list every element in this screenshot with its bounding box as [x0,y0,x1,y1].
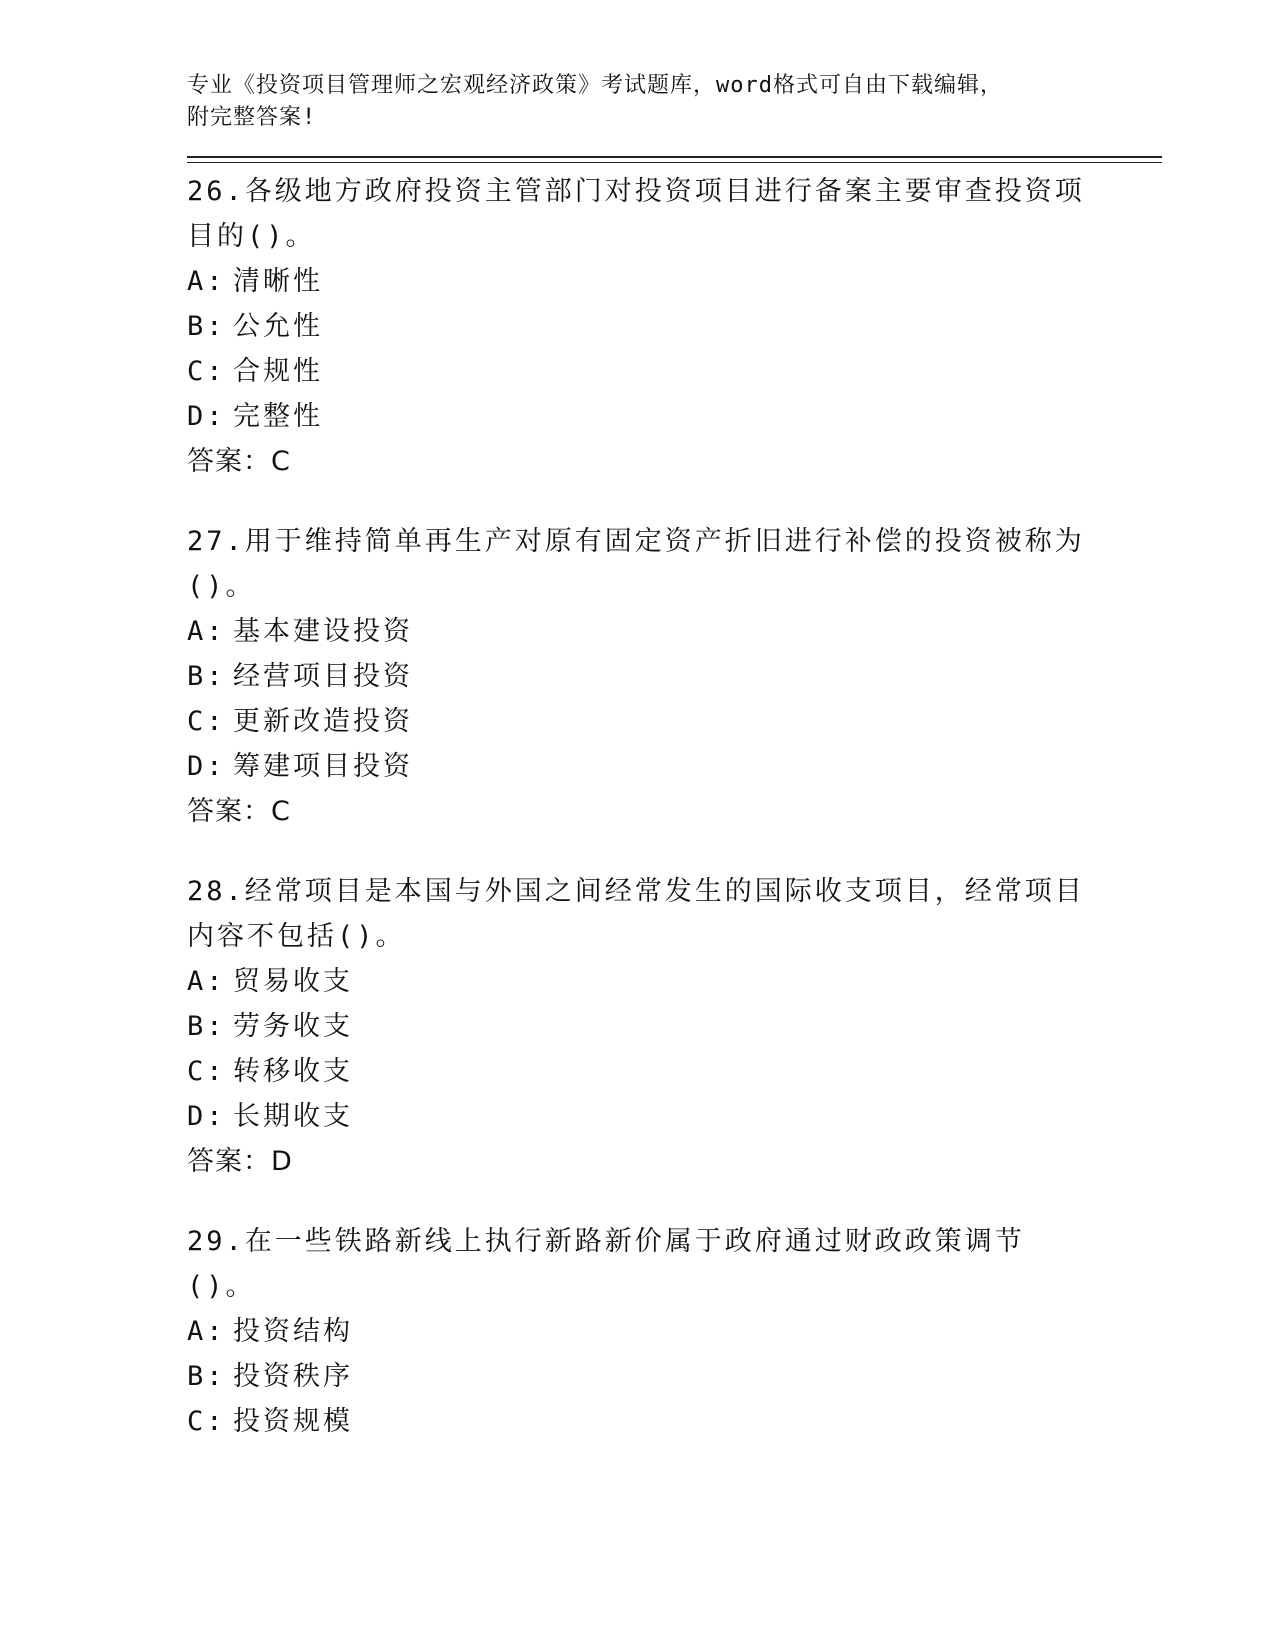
option-text: 基本建设投资 [233,616,413,647]
document-page [187,70,1162,1444]
option-c [187,1049,1162,1094]
option-key: B: [187,311,226,342]
option-a [187,259,1162,304]
option-text: 合规性 [233,356,323,387]
option-key: C: [187,1406,226,1437]
option-d [187,1094,1162,1139]
question-stem: 29.在一些铁路新线上执行新路新价属于政府通过财政政策调节()。 [187,1226,1025,1302]
divider-line-bottom [187,162,1162,164]
option-text: 转移收支 [233,1056,353,1087]
option-key: B: [187,1361,226,1392]
question-block-28 [187,869,1162,1184]
answer-line: 答案：D [187,1146,293,1177]
question-stem: 28.经常项目是本国与外国之间经常发生的国际收支项目，经常项目内容不包括()。 [187,876,1085,952]
option-key: A: [187,966,226,997]
header-line-2: 附完整答案! [187,105,317,130]
option-b [187,304,1162,349]
option-text: 投资规模 [233,1406,353,1437]
option-key: A: [187,616,226,647]
option-text: 长期收支 [233,1101,353,1132]
option-key: B: [187,1011,226,1042]
header-divider [187,156,1162,163]
option-key: C: [187,1056,226,1087]
option-c [187,1399,1162,1444]
option-key: B: [187,661,226,692]
option-c [187,349,1162,394]
option-text: 经营项目投资 [233,661,413,692]
option-text: 公允性 [233,311,323,342]
answer-line: 答案：C [187,446,291,477]
option-key: A: [187,1316,226,1347]
question-stem: 27.用于维持简单再生产对原有固定资产折旧进行补偿的投资被称为()。 [187,526,1085,602]
question-block-27 [187,519,1162,834]
question-stem: 26.各级地方政府投资主管部门对投资项目进行备案主要审查投资项目的()。 [187,176,1085,252]
option-b [187,1354,1162,1399]
option-text: 投资秩序 [233,1361,353,1392]
option-text: 贸易收支 [233,966,353,997]
option-text: 劳务收支 [233,1011,353,1042]
option-text: 投资结构 [233,1316,353,1347]
header-line-1: 专业《投资项目管理师之宏观经济政策》考试题库，word格式可自由下载编辑， [187,73,1003,98]
option-key: D: [187,401,226,432]
option-key: D: [187,751,226,782]
option-key: C: [187,706,226,737]
option-key: D: [187,1101,226,1132]
answer-line: 答案：C [187,796,291,827]
option-a [187,959,1162,1004]
question-block-29 [187,1219,1162,1444]
option-text: 完整性 [233,401,323,432]
option-d [187,394,1162,439]
option-key: C: [187,356,226,387]
divider-line-top [187,156,1162,158]
option-d [187,744,1162,789]
option-text: 更新改造投资 [233,706,413,737]
option-b [187,654,1162,699]
question-block-26 [187,169,1162,484]
option-b [187,1004,1162,1049]
option-c [187,699,1162,744]
option-text: 清晰性 [233,266,323,297]
option-a [187,609,1162,654]
option-text: 筹建项目投资 [233,751,413,782]
option-a [187,1309,1162,1354]
option-key: A: [187,266,226,297]
